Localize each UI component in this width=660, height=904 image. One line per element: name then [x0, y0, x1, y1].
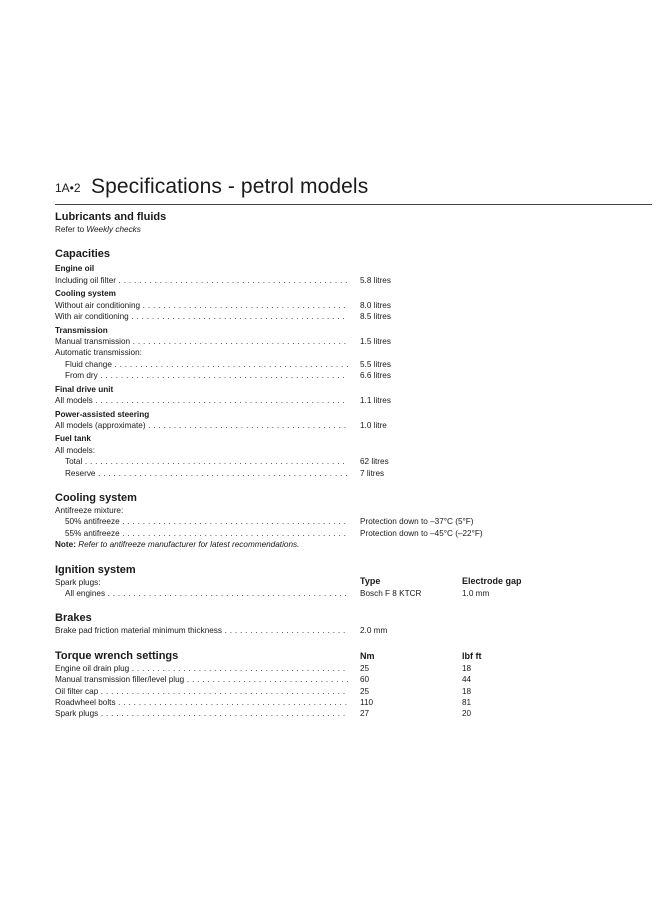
spec-row: [55, 516, 655, 527]
lubricants-refer: [55, 224, 655, 235]
spec-row: [55, 347, 655, 358]
section-title-torque: Torque wrench settings: [55, 649, 179, 662]
spec-label: Spark plugs:: [55, 577, 101, 587]
group-title-cooling: Cooling system: [55, 289, 116, 299]
spec-row: [55, 577, 655, 588]
spec-value-type: Bosch F 8 KTCR: [360, 589, 422, 599]
spec-row: [55, 311, 655, 322]
spec-row: [55, 445, 655, 456]
spec-value: 62 litres: [360, 457, 389, 467]
spec-value-nm: 60: [360, 675, 370, 685]
spec-value: 7 litres: [360, 468, 385, 478]
spec-value: 5.5 litres: [360, 359, 391, 369]
spec-value-lbf: 18: [462, 686, 472, 696]
spec-row: [55, 275, 655, 286]
spec-row: [55, 468, 655, 479]
spec-row: [55, 674, 655, 685]
spec-value-nm: 110: [360, 698, 374, 708]
column-header-lbf: lbf ft: [462, 650, 482, 661]
spec-label: Including oil filter . . .: [55, 275, 348, 286]
group-title-transmission: Transmission: [55, 325, 108, 335]
spec-row: [55, 395, 655, 406]
spec-value: 8.0 litres: [360, 300, 391, 310]
spec-value: 1.5 litres: [360, 337, 391, 347]
spec-label: Fluid change . . .: [65, 359, 348, 370]
spec-row: [55, 625, 655, 636]
note-label: Note:: [55, 540, 76, 550]
page-title: Specifications - petrol models: [91, 175, 369, 198]
spec-value-nm: 27: [360, 709, 370, 719]
column-header-nm: Nm: [360, 650, 375, 661]
spec-label: Without air conditioning . . .: [55, 300, 348, 311]
spec-value-lbf: 20: [462, 709, 472, 719]
spec-label: With air conditioning . . .: [55, 311, 348, 322]
section-title-cooling-system: Cooling system: [55, 492, 137, 505]
spec-content: [55, 210, 655, 720]
refer-link: Weekly checks: [86, 225, 141, 234]
spec-label: Manual transmission filler/level plug . . .: [55, 674, 348, 685]
spec-label: Brake pad friction material minimum thickness . . .: [55, 625, 348, 636]
spec-row: [55, 663, 655, 674]
spec-row: [55, 336, 655, 347]
spec-label: Oil filter cap . . .: [55, 686, 348, 697]
spec-row: [55, 708, 655, 719]
spec-label: Reserve . . .: [65, 468, 348, 479]
section-title-capacities: Capacities: [55, 248, 111, 261]
section-title-ignition: Ignition system: [55, 563, 136, 576]
spec-label: All models . . .: [55, 395, 348, 406]
spec-row: [55, 528, 655, 539]
spec-row: [55, 300, 655, 311]
spec-label: From dry . . .: [65, 370, 348, 381]
spec-value-lbf: 18: [462, 663, 472, 673]
cooling-note: [55, 539, 655, 550]
spec-label: Roadwheel bolts . . .: [55, 697, 348, 708]
spec-label: 50% antifreeze . . .: [65, 516, 348, 527]
section-title-brakes: Brakes: [55, 612, 92, 625]
spec-row: [55, 697, 655, 708]
group-title-steering: Power-assisted steering: [55, 409, 150, 419]
spec-value: Protection down to –37°C (5°F): [360, 517, 474, 527]
spec-label: 55% antifreeze . . .: [65, 528, 348, 539]
spec-label: Automatic transmission:: [55, 348, 142, 358]
page-number: 1A•2: [55, 181, 81, 195]
spec-row: [55, 505, 655, 516]
spec-label: Total . . .: [65, 456, 348, 467]
spec-value-lbf: 81: [462, 698, 472, 708]
spec-row: [55, 420, 655, 431]
spec-value: Protection down to –45°C (–22°F): [360, 528, 483, 538]
spec-row: [55, 456, 655, 467]
spec-label: All engines . . .: [65, 588, 348, 599]
spec-value: 1.1 litres: [360, 396, 391, 406]
column-header-gap: Electrode gap: [462, 575, 522, 586]
group-title-engine-oil: Engine oil: [55, 264, 95, 274]
spec-label: All models:: [55, 445, 96, 455]
spec-row: [55, 359, 655, 370]
spec-label: Manual transmission . . .: [55, 336, 348, 347]
group-title-final-drive: Final drive unit: [55, 384, 114, 394]
spec-value-gap: 1.0 mm: [462, 589, 490, 599]
spec-value: 8.5 litres: [360, 312, 391, 322]
spec-label: Engine oil drain plug . . .: [55, 663, 348, 674]
section-title-lubricants: Lubricants and fluids: [55, 211, 167, 223]
spec-row: [55, 588, 655, 599]
spec-row: [55, 370, 655, 381]
spec-value: 1.0 litre: [360, 421, 387, 431]
spec-value-nm: 25: [360, 663, 370, 673]
spec-label: All models (approximate) . . .: [55, 420, 348, 431]
group-title-fuel-tank: Fuel tank: [55, 434, 91, 444]
spec-label: Antifreeze mixture:: [55, 506, 124, 516]
spec-value-lbf: 44: [462, 675, 472, 685]
spec-value: 2.0 mm: [360, 626, 388, 636]
refer-prefix: Refer to: [55, 225, 87, 234]
spec-value-nm: 25: [360, 686, 370, 696]
spec-value: 6.6 litres: [360, 371, 391, 381]
note-text: Refer to antifreeze manufacturer for latest recommendations.: [75, 540, 300, 550]
torque-header-row: [55, 649, 655, 663]
spec-row: [55, 686, 655, 697]
spec-value: 5.8 litres: [360, 275, 391, 285]
column-header-type: Type: [360, 575, 381, 586]
page-header: [55, 168, 652, 205]
spec-label: Spark plugs . . .: [55, 708, 348, 719]
